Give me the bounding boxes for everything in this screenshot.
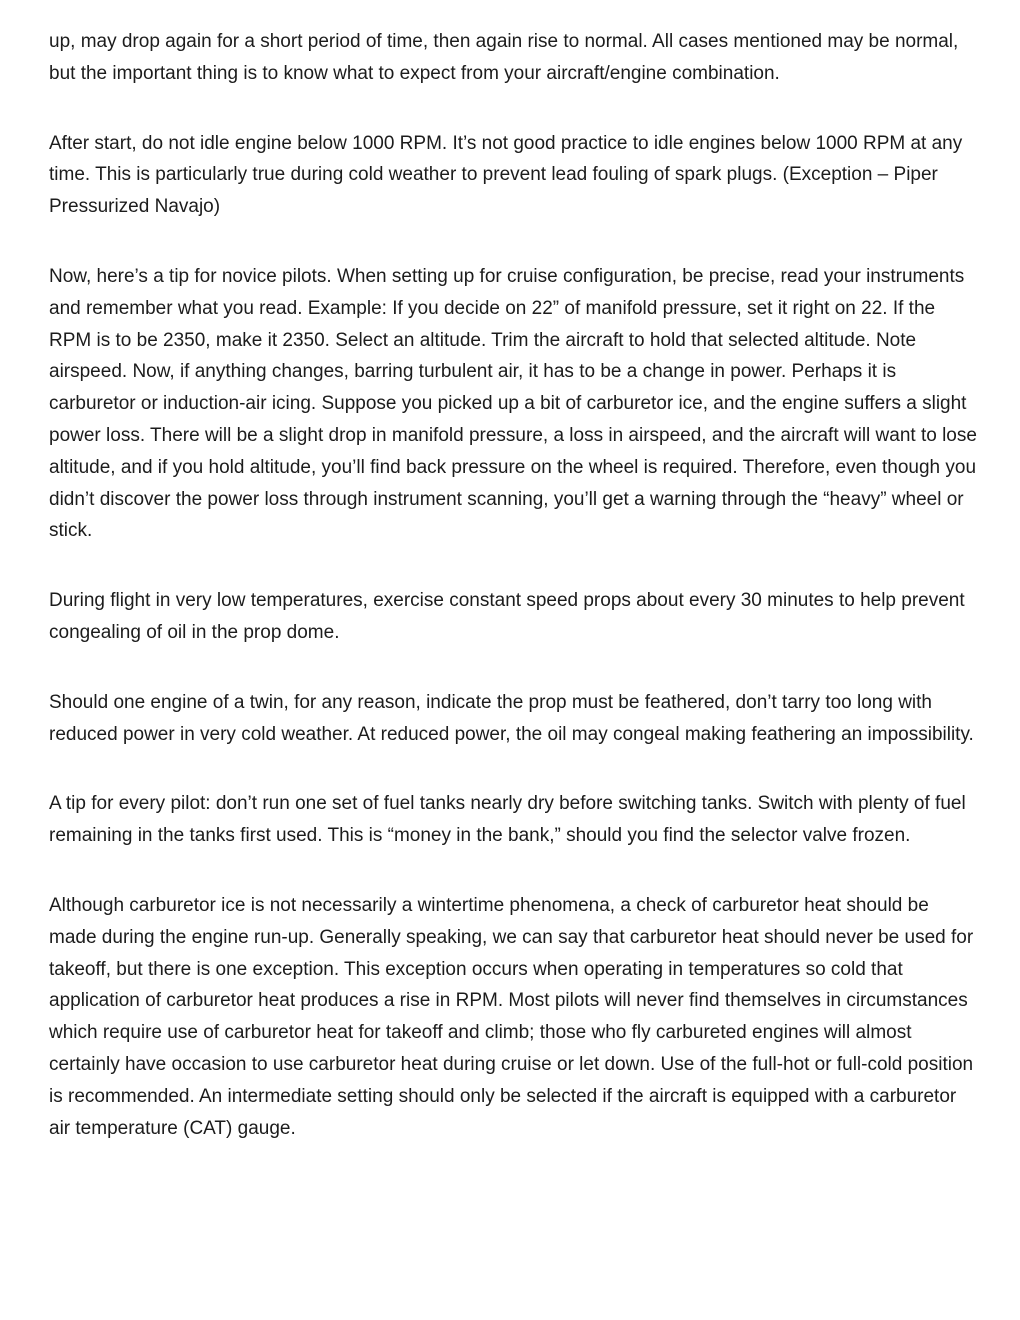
- paragraph-constant-speed-props: During flight in very low temperatures, exercise constant speed props about every 30 minutes to help prevent congealing of oil in the prop dome.: [49, 590, 965, 643]
- paragraph-continued-intro: up, may drop again for a short period of time, then again rise to normal. All cases mentioned may be normal, but the important thing is to know what to expect from your aircraft/engine combination.: [49, 31, 959, 84]
- paragraph-idle-rpm: After start, do not idle engine below 1000 RPM. It’s not good practice to idle engines below 1000 RPM at any time. This is particularly true during cold weather to prevent lead fouling of spark plugs. (Exception – Piper Pressurized Navajo): [49, 132, 963, 218]
- paragraph-feathering: Should one engine of a twin, for any reason, indicate the prop must be feathered, don’t tarry too long with reduced power in very cold weather. At reduced power, the oil may congeal making feathering an impossibility.: [49, 691, 974, 745]
- document-page: [49, 26, 979, 1182]
- paragraph-carburetor-heat: Although carburetor ice is not necessarily a wintertime phenomena, a check of carburetor heat should be made during the engine run-up. Generally speaking, we can say that carburetor heat should never be used for takeoff, but there is one exception. This exception occurs when operating in temperatures so cold that application of carburetor heat produces a rise in RPM. Most pilots will never find themselves in circumstances which require use of carburetor heat for takeoff and climb; those who fly carbureted engines will almost certainly have occasion to use carburetor heat during cruise or let down. Use of the full-hot or full-cold position is recommended. An intermediate setting should only be selected if the aircraft is equipped with a carburetor air temperature (CAT) gauge.: [49, 894, 974, 1139]
- paragraph-cruise-configuration: Now, here’s a tip for novice pilots. When setting up for cruise configuration, be precise, read your instruments and remember what you read. Example: If you decide on 22” of manifold pressure, set it right on 22. If the RPM is to be 2350, make it 2350. Select an altitude. Trim the aircraft to hold that selected altitude. Note airspeed. Now, if anything changes, barring turbulent air, it has to be a change in power. Perhaps it is carburetor or induction-air icing. Suppose you picked up a bit of carburetor ice, and the engine suffers a slight power loss. There will be a slight drop in manifold pressure, a loss in airspeed, and the aircraft will want to lose altitude, and if you hold altitude, you’ll find back pressure on the wheel is required. Therefore, even though you didn’t discover the power loss through instrument scanning, you’ll get a warning through the “heavy” wheel or stick.: [49, 265, 977, 542]
- paragraph-fuel-tanks: A tip for every pilot: don’t run one set of fuel tanks nearly dry before switching tanks. Switch with plenty of fuel remaining in the tanks first used. This is “money in the bank,” should you find the selector valve frozen.: [49, 793, 966, 847]
